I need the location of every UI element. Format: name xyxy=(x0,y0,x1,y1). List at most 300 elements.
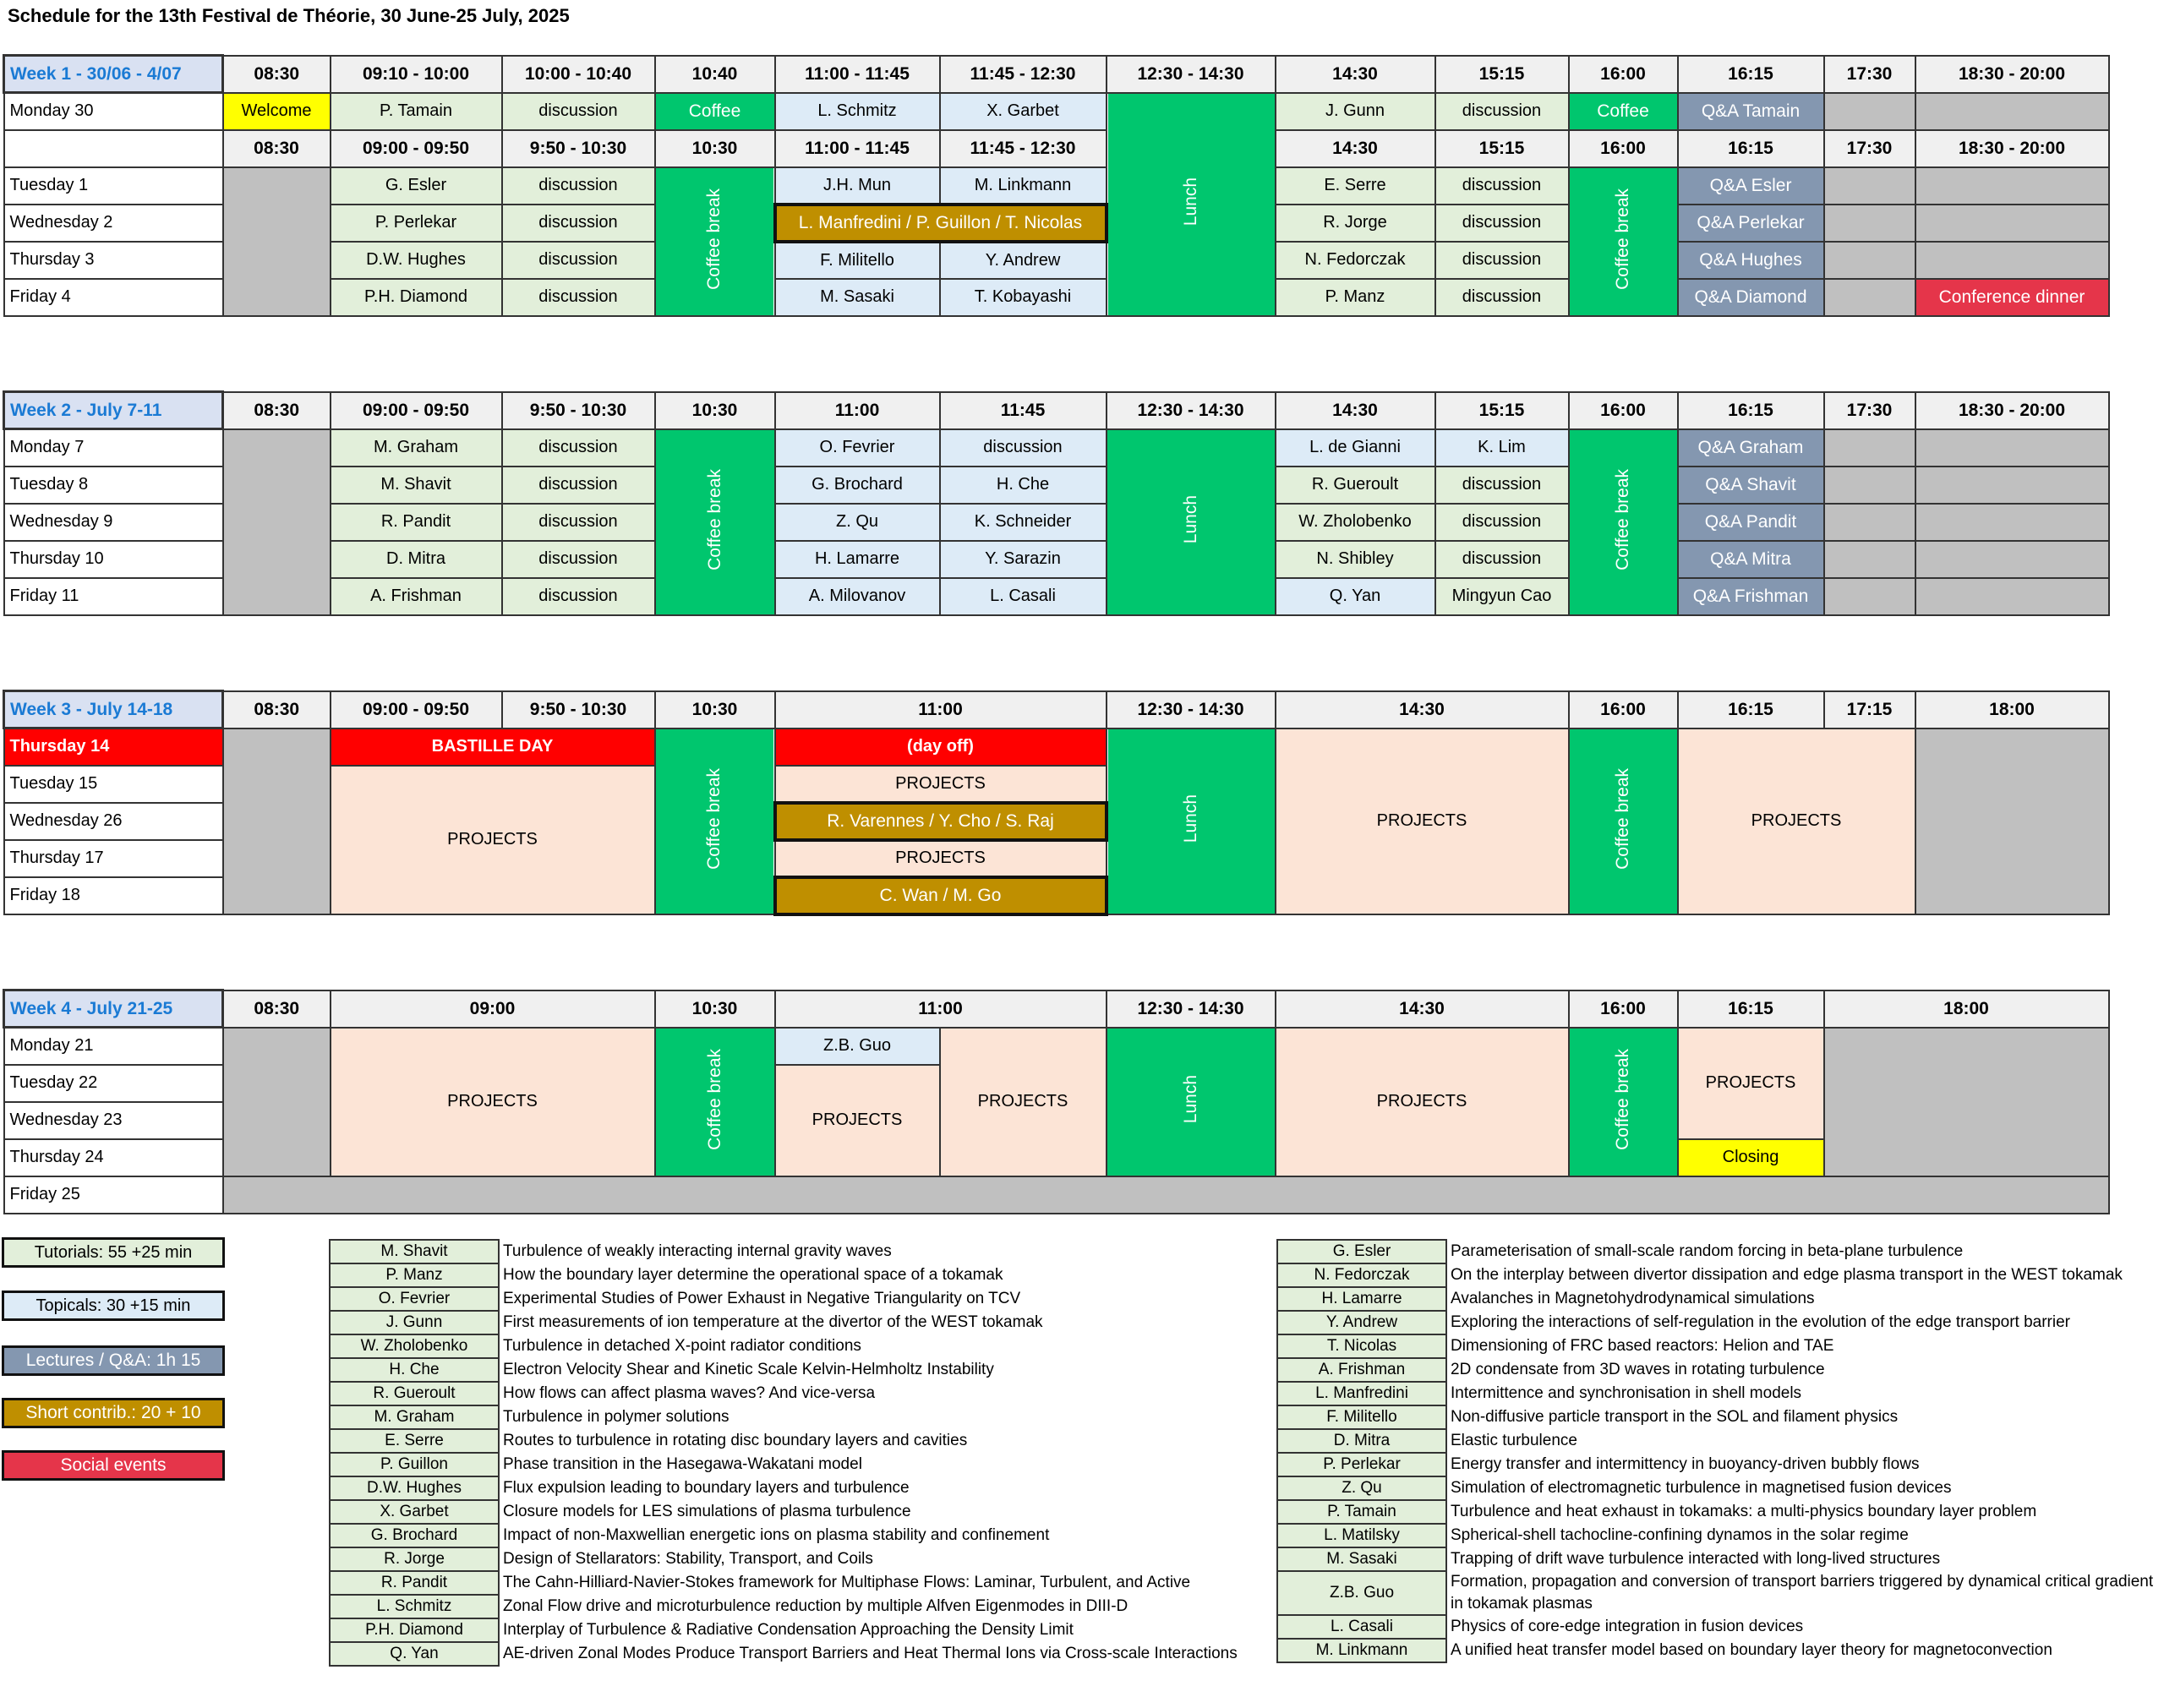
coffee-break-cell xyxy=(1569,167,1678,316)
tutorial-cell: P.H. Diamond xyxy=(331,279,502,316)
tutorial-cell: J. Gunn xyxy=(1276,93,1435,130)
qa-cell: Q&A Diamond xyxy=(1678,279,1824,316)
coffee-break-cell xyxy=(655,429,775,615)
talk-title: Formation, propagation and conversion of transport barriers triggered by dynamical critical gradient in tokamak plasmas xyxy=(1446,1571,2164,1615)
speaker-name: L. Schmitz xyxy=(330,1595,499,1618)
table-row xyxy=(4,1176,2109,1214)
discussion-cell: discussion xyxy=(502,205,655,242)
time-header: 09:00 - 09:50 xyxy=(331,130,502,167)
talk-title: Simulation of electromagnetic turbulence in magnetised fusion devices xyxy=(1446,1476,2164,1500)
talk-row xyxy=(330,1287,1241,1311)
speaker-name: T. Nicolas xyxy=(1277,1334,1446,1358)
time-header: 12:30 - 14:30 xyxy=(1107,392,1276,429)
talk-title: Intermittence and synchronisation in shell models xyxy=(1446,1382,2164,1405)
week1-header-row-2 xyxy=(4,130,2109,167)
day-label: Wednesday 2 xyxy=(4,205,223,242)
topical-cell: A. Milovanov xyxy=(775,578,940,615)
qa-cell: Q&A Pandit xyxy=(1678,504,1824,541)
topical-cell: L. de Gianni xyxy=(1276,429,1435,467)
coffee-break-cell xyxy=(1569,728,1678,914)
time-header: 16:15 xyxy=(1678,56,1824,93)
talk-title: Zonal Flow drive and microturbulence reduction by multiple Alfven Eigenmodes in DIII-D xyxy=(499,1595,1241,1618)
discussion-cell: discussion xyxy=(1435,541,1569,578)
speaker-name: Y. Andrew xyxy=(1277,1311,1446,1334)
talk-title: Experimental Studies of Power Exhaust in Negative Triangularity on TCV xyxy=(499,1287,1241,1311)
speaker-name: Z.B. Guo xyxy=(1277,1571,1446,1615)
topical-cell: F. Militello xyxy=(775,242,940,279)
talk-title: Physics of core-edge integration in fusion devices xyxy=(1446,1615,2164,1639)
talk-row xyxy=(1277,1429,2164,1453)
day-label: Friday 25 xyxy=(4,1176,223,1214)
day-label: Monday 7 xyxy=(4,429,223,467)
talk-row xyxy=(330,1595,1241,1618)
time-header: 18:00 xyxy=(1915,691,2109,728)
talk-title: Design of Stellarators: Stability, Transport, and Coils xyxy=(499,1547,1241,1571)
discussion-cell: discussion xyxy=(502,467,655,504)
talk-title: Flux expulsion leading to boundary layers and turbulence xyxy=(499,1476,1241,1500)
coffee-break-cell xyxy=(655,167,775,316)
day-off-cell: (day off) xyxy=(775,728,1107,766)
topical-cell: Y. Andrew xyxy=(940,242,1107,279)
legend-lectures: Lectures / Q&A: 1h 15 xyxy=(2,1345,225,1376)
time-header: 16:15 xyxy=(1678,691,1824,728)
talk-title: 2D condensate from 3D waves in rotating turbulence xyxy=(1446,1358,2164,1382)
speaker-name: M. Shavit xyxy=(330,1240,499,1263)
tutorial-cell: W. Zholobenko xyxy=(1276,504,1435,541)
day-label: Wednesday 26 xyxy=(4,803,223,840)
time-header: 09:00 - 09:50 xyxy=(331,691,502,728)
empty-cell xyxy=(1824,167,1915,205)
tutorial-cell: N. Shibley xyxy=(1276,541,1435,578)
week1-table xyxy=(3,54,2110,317)
projects-cell: PROJECTS xyxy=(1276,728,1569,914)
coffee-cell: Coffee xyxy=(655,93,775,130)
talk-title: Impact of non-Maxwellian energetic ions on plasma stability and confinement xyxy=(499,1524,1241,1547)
coffee-break-cell xyxy=(1569,429,1678,615)
time-header: 16:00 xyxy=(1569,392,1678,429)
discussion-cell: discussion xyxy=(502,504,655,541)
time-header: 10:30 xyxy=(655,990,775,1028)
conference-dinner-cell: Conference dinner xyxy=(1915,279,2109,316)
time-header: 17:30 xyxy=(1824,392,1915,429)
coffee-break-cell xyxy=(1569,1028,1678,1176)
speaker-name: M. Linkmann xyxy=(1277,1639,1446,1662)
topical-cell: L. Casali xyxy=(940,578,1107,615)
topical-cell: M. Linkmann xyxy=(940,167,1107,205)
talk-row xyxy=(1277,1500,2164,1524)
time-header: 9:50 - 10:30 xyxy=(502,691,655,728)
talk-row xyxy=(330,1311,1241,1334)
time-header: 08:30 xyxy=(223,392,331,429)
topical-cell: Q. Yan xyxy=(1276,578,1435,615)
talk-row xyxy=(1277,1453,2164,1476)
discussion-cell: discussion xyxy=(502,242,655,279)
speaker-name: Q. Yan xyxy=(330,1642,499,1666)
speaker-name: P. Guillon xyxy=(330,1453,499,1476)
time-header: 14:30 xyxy=(1276,56,1435,93)
discussion-cell: discussion xyxy=(502,578,655,615)
coffee-break-label: Coffee break xyxy=(704,767,724,870)
coffee-break-cell xyxy=(655,728,775,914)
day-label: Monday 30 xyxy=(4,93,223,130)
projects-cell: PROJECTS xyxy=(331,1028,655,1176)
day-label: Tuesday 22 xyxy=(4,1065,223,1102)
coffee-break-label: Coffee break xyxy=(704,468,724,570)
talk-title: Exploring the interactions of self-regulation in the evolution of the edge transport barrier xyxy=(1446,1311,2164,1334)
time-header: 11:45 - 12:30 xyxy=(940,130,1107,167)
time-header: 09:10 - 10:00 xyxy=(331,56,502,93)
welcome-cell: Welcome xyxy=(223,93,331,130)
lunch-label: Lunch xyxy=(1181,177,1200,226)
discussion-cell: discussion xyxy=(502,279,655,316)
qa-cell: Q&A Mitra xyxy=(1678,541,1824,578)
empty-cell xyxy=(1824,578,1915,615)
speaker-name: L. Manfredini xyxy=(1277,1382,1446,1405)
coffee-break-label: Coffee break xyxy=(1613,468,1632,570)
lunch-cell xyxy=(1107,93,1276,316)
coffee-cell: Coffee xyxy=(1569,93,1678,130)
time-header: 14:30 xyxy=(1276,990,1569,1028)
empty-cell xyxy=(1915,242,2109,279)
time-header: 14:30 xyxy=(1276,130,1435,167)
empty-cell xyxy=(1915,728,2109,914)
speaker-name: L. Casali xyxy=(1277,1615,1446,1639)
speaker-name: P.H. Diamond xyxy=(330,1618,499,1642)
time-header: 12:30 - 14:30 xyxy=(1107,56,1276,93)
table-row xyxy=(4,728,2109,766)
talk-title: Turbulence in polymer solutions xyxy=(499,1405,1241,1429)
topical-cell: X. Garbet xyxy=(940,93,1107,130)
topical-cell: Y. Sarazin xyxy=(940,541,1107,578)
topical-cell: H. Che xyxy=(940,467,1107,504)
day-label: Friday 11 xyxy=(4,578,223,615)
speaker-name: W. Zholobenko xyxy=(330,1334,499,1358)
projects-cell: PROJECTS xyxy=(1678,1028,1824,1139)
week2-table xyxy=(3,390,2110,616)
discussion-cell: discussion xyxy=(502,429,655,467)
empty-cell xyxy=(1824,93,1915,130)
speaker-name: Z. Qu xyxy=(1277,1476,1446,1500)
talk-row xyxy=(330,1429,1241,1453)
tutorial-cell: R. Gueroult xyxy=(1276,467,1435,504)
talk-title: How flows can affect plasma waves? And vice-versa xyxy=(499,1382,1241,1405)
tutorial-cell: Mingyun Cao xyxy=(1435,578,1569,615)
time-header: 18:30 - 20:00 xyxy=(1915,130,2109,167)
discussion-cell: discussion xyxy=(1435,93,1569,130)
topical-cell: Z. Qu xyxy=(775,504,940,541)
discussion-cell: discussion xyxy=(1435,242,1569,279)
time-header: 08:30 xyxy=(223,990,331,1028)
talk-row xyxy=(330,1405,1241,1429)
legend-social-events: Social events xyxy=(2,1450,225,1481)
week3-table xyxy=(3,690,2110,916)
talk-row xyxy=(1277,1287,2164,1311)
talk-list-left xyxy=(329,1239,1241,1667)
time-header: 16:00 xyxy=(1569,56,1678,93)
talk-row xyxy=(330,1618,1241,1642)
tutorial-cell: D. Mitra xyxy=(331,541,502,578)
table-row xyxy=(4,167,2109,205)
time-header: 9:50 - 10:30 xyxy=(502,392,655,429)
talk-title: Parameterisation of small-scale random forcing in beta-plane turbulence xyxy=(1446,1240,2164,1263)
table-row xyxy=(4,429,2109,467)
time-header: 16:00 xyxy=(1569,990,1678,1028)
speaker-name: D. Mitra xyxy=(1277,1429,1446,1453)
discussion-cell: discussion xyxy=(1435,279,1569,316)
projects-cell: PROJECTS xyxy=(775,766,1107,803)
talk-row xyxy=(330,1642,1241,1666)
talk-row xyxy=(1277,1476,2164,1500)
blank-cell xyxy=(4,130,223,167)
projects-cell: PROJECTS xyxy=(940,1028,1107,1176)
week3-header-row xyxy=(4,691,2109,728)
legend-tutorials: Tutorials: 55 +25 min xyxy=(2,1237,225,1268)
time-header: 16:15 xyxy=(1678,990,1824,1028)
discussion-cell: discussion xyxy=(502,93,655,130)
time-header: 16:15 xyxy=(1678,130,1824,167)
speaker-name: R. Pandit xyxy=(330,1571,499,1595)
speaker-name: H. Che xyxy=(330,1358,499,1382)
qa-cell: Q&A Hughes xyxy=(1678,242,1824,279)
talk-row xyxy=(330,1240,1241,1263)
week-label: Week 1 - 30/06 - 4/07 xyxy=(4,56,223,93)
speaker-name: L. Matilsky xyxy=(1277,1524,1446,1547)
time-header: 10:00 - 10:40 xyxy=(502,56,655,93)
speaker-name: G. Brochard xyxy=(330,1524,499,1547)
time-header: 08:30 xyxy=(223,130,331,167)
day-label: Monday 21 xyxy=(4,1028,223,1065)
page-title: Schedule for the 13th Festival de Théorie, 30 June-25 July, 2025 xyxy=(8,5,570,26)
talk-title: First measurements of ion temperature at the divertor of the WEST tokamak xyxy=(499,1311,1241,1334)
time-header: 12:30 - 14:30 xyxy=(1107,990,1276,1028)
speaker-name: H. Lamarre xyxy=(1277,1287,1446,1311)
tutorial-cell: R. Pandit xyxy=(331,504,502,541)
time-header: 12:30 - 14:30 xyxy=(1107,691,1276,728)
qa-cell: Q&A Frishman xyxy=(1678,578,1824,615)
talk-row xyxy=(1277,1358,2164,1382)
qa-cell: Q&A Esler xyxy=(1678,167,1824,205)
speaker-name: M. Graham xyxy=(330,1405,499,1429)
projects-cell: PROJECTS xyxy=(775,840,1107,877)
talk-row xyxy=(330,1263,1241,1287)
discussion-cell: discussion xyxy=(502,541,655,578)
speaker-name: R. Gueroult xyxy=(330,1382,499,1405)
coffee-break-label: Coffee break xyxy=(704,188,724,290)
speaker-name: R. Jorge xyxy=(330,1547,499,1571)
talk-title: A unified heat transfer model based on boundary layer theory for magnetoconvection xyxy=(1446,1639,2164,1662)
time-header: 14:30 xyxy=(1276,691,1569,728)
projects-cell: PROJECTS xyxy=(331,766,655,914)
qa-cell: Q&A Tamain xyxy=(1678,93,1824,130)
talk-row xyxy=(1277,1382,2164,1405)
speaker-name: M. Sasaki xyxy=(1277,1547,1446,1571)
tutorial-cell: A. Frishman xyxy=(331,578,502,615)
topical-cell: K. Schneider xyxy=(940,504,1107,541)
coffee-break-label: Coffee break xyxy=(704,1048,724,1150)
time-header: 09:00 - 09:50 xyxy=(331,392,502,429)
topical-cell: H. Lamarre xyxy=(775,541,940,578)
qa-cell: Q&A Shavit xyxy=(1678,467,1824,504)
time-header: 11:00 - 11:45 xyxy=(775,56,940,93)
empty-cell xyxy=(223,1176,2109,1214)
empty-cell xyxy=(1915,429,2109,467)
time-header: 16:00 xyxy=(1569,691,1678,728)
lunch-label: Lunch xyxy=(1181,794,1200,843)
talk-title: Routes to turbulence in rotating disc boundary layers and cavities xyxy=(499,1429,1241,1453)
topical-cell: G. Brochard xyxy=(775,467,940,504)
time-header: 18:30 - 20:00 xyxy=(1915,56,2109,93)
speaker-name: F. Militello xyxy=(1277,1405,1446,1429)
projects-cell: PROJECTS xyxy=(1678,728,1915,914)
qa-cell: Q&A Graham xyxy=(1678,429,1824,467)
time-header: 18:30 - 20:00 xyxy=(1915,392,2109,429)
topical-cell: discussion xyxy=(940,429,1107,467)
talk-row xyxy=(330,1524,1241,1547)
talk-row xyxy=(1277,1547,2164,1571)
day-label: Wednesday 23 xyxy=(4,1102,223,1139)
empty-cell xyxy=(223,167,331,316)
week-label: Week 4 - July 21-25 xyxy=(4,990,223,1028)
week1-header-row xyxy=(4,56,2109,93)
time-header: 11:45 - 12:30 xyxy=(940,56,1107,93)
speaker-name: P. Perlekar xyxy=(1277,1453,1446,1476)
talk-title: Phase transition in the Hasegawa-Wakatani model xyxy=(499,1453,1241,1476)
talk-row xyxy=(1277,1639,2164,1662)
short-contrib-cell: L. Manfredini / P. Guillon / T. Nicolas xyxy=(775,205,1107,242)
talk-row xyxy=(1277,1615,2164,1639)
tutorial-cell: E. Serre xyxy=(1276,167,1435,205)
speaker-name: E. Serre xyxy=(330,1429,499,1453)
empty-cell xyxy=(1824,429,1915,467)
talk-title: How the boundary layer determine the operational space of a tokamak xyxy=(499,1263,1241,1287)
talk-row xyxy=(330,1571,1241,1595)
talk-row xyxy=(1277,1405,2164,1429)
day-label: Thursday 17 xyxy=(4,840,223,877)
week4-header-row xyxy=(4,990,2109,1028)
day-label: Friday 18 xyxy=(4,877,223,914)
discussion-cell: discussion xyxy=(1435,504,1569,541)
empty-cell xyxy=(1915,541,2109,578)
time-header: 10:30 xyxy=(655,691,775,728)
lunch-cell xyxy=(1107,1028,1276,1176)
time-header: 11:00 xyxy=(775,392,940,429)
empty-cell xyxy=(223,1028,331,1176)
lunch-cell xyxy=(1107,429,1276,615)
tutorial-cell: G. Esler xyxy=(331,167,502,205)
lunch-cell xyxy=(1107,728,1276,914)
week-label: Week 2 - July 7-11 xyxy=(4,392,223,429)
talk-title: Dimensioning of FRC based reactors: Helion and TAE xyxy=(1446,1334,2164,1358)
speaker-name: O. Fevrier xyxy=(330,1287,499,1311)
topical-cell: M. Sasaki xyxy=(775,279,940,316)
discussion-cell: discussion xyxy=(1435,205,1569,242)
talk-title: Electron Velocity Shear and Kinetic Scale Kelvin-Helmholtz Instability xyxy=(499,1358,1241,1382)
tutorial-cell: P. Manz xyxy=(1276,279,1435,316)
talk-row xyxy=(1277,1334,2164,1358)
time-header: 10:40 xyxy=(655,56,775,93)
tutorial-cell: D.W. Hughes xyxy=(331,242,502,279)
table-row xyxy=(4,93,2109,130)
empty-cell xyxy=(1915,578,2109,615)
tutorial-cell: M. Graham xyxy=(331,429,502,467)
time-header: 08:30 xyxy=(223,691,331,728)
empty-cell xyxy=(1915,504,2109,541)
discussion-cell: discussion xyxy=(1435,467,1569,504)
time-header: 16:00 xyxy=(1569,130,1678,167)
empty-cell xyxy=(1915,467,2109,504)
day-label: Thursday 3 xyxy=(4,242,223,279)
tutorial-cell: P. Perlekar xyxy=(331,205,502,242)
empty-cell xyxy=(1824,504,1915,541)
talk-row xyxy=(330,1334,1241,1358)
speaker-name: P. Manz xyxy=(330,1263,499,1287)
discussion-cell: discussion xyxy=(502,167,655,205)
time-header: 11:00 xyxy=(775,990,1107,1028)
time-header: 17:15 xyxy=(1824,691,1915,728)
topical-cell: J.H. Mun xyxy=(775,167,940,205)
empty-cell xyxy=(1824,279,1915,316)
talk-title: Spherical-shell tachocline-confining dynamos in the solar regime xyxy=(1446,1524,2164,1547)
topical-cell: L. Schmitz xyxy=(775,93,940,130)
topical-cell: K. Lim xyxy=(1435,429,1569,467)
topical-cell: O. Fevrier xyxy=(775,429,940,467)
day-label: Tuesday 1 xyxy=(4,167,223,205)
time-header: 09:00 xyxy=(331,990,655,1028)
empty-cell xyxy=(223,429,331,615)
tutorial-cell: P. Tamain xyxy=(331,93,502,130)
time-header: 14:30 xyxy=(1276,392,1435,429)
empty-cell xyxy=(1915,167,2109,205)
talk-row xyxy=(330,1547,1241,1571)
time-header: 16:15 xyxy=(1678,392,1824,429)
week2-header-row xyxy=(4,392,2109,429)
empty-cell xyxy=(1824,541,1915,578)
coffee-break-cell xyxy=(655,1028,775,1176)
talk-title: On the interplay between divertor dissipation and edge plasma transport in the WEST tokamak xyxy=(1446,1263,2164,1287)
speaker-name: N. Fedorczak xyxy=(1277,1263,1446,1287)
empty-cell xyxy=(1915,93,2109,130)
time-header: 08:30 xyxy=(223,56,331,93)
time-header: 11:00 xyxy=(775,691,1107,728)
talk-row xyxy=(330,1500,1241,1524)
talk-title: Turbulence in detached X-point radiator conditions xyxy=(499,1334,1241,1358)
talk-list-right xyxy=(1276,1239,2164,1663)
coffee-break-label: Coffee break xyxy=(1613,188,1632,290)
speaker-name: X. Garbet xyxy=(330,1500,499,1524)
talk-row xyxy=(330,1382,1241,1405)
talk-row xyxy=(330,1453,1241,1476)
time-header: 11:00 - 11:45 xyxy=(775,130,940,167)
projects-cell: PROJECTS xyxy=(775,1065,940,1176)
closing-cell: Closing xyxy=(1678,1139,1824,1176)
speaker-name: A. Frishman xyxy=(1277,1358,1446,1382)
legend-topicals: Topicals: 30 +15 min xyxy=(2,1291,225,1321)
time-header: 17:30 xyxy=(1824,56,1915,93)
talk-row xyxy=(1277,1263,2164,1287)
day-label: Thursday 14 xyxy=(4,728,223,766)
talk-title: Non-diffusive particle transport in the SOL and filament physics xyxy=(1446,1405,2164,1429)
topical-cell: T. Kobayashi xyxy=(940,279,1107,316)
talk-title: Closure models for LES simulations of plasma turbulence xyxy=(499,1500,1241,1524)
time-header: 9:50 - 10:30 xyxy=(502,130,655,167)
time-header: 15:15 xyxy=(1435,56,1569,93)
coffee-break-label: Coffee break xyxy=(1613,1048,1632,1150)
time-header: 18:00 xyxy=(1824,990,2109,1028)
speaker-name: P. Tamain xyxy=(1277,1500,1446,1524)
talk-title: Turbulence of weakly interacting internal gravity waves xyxy=(499,1240,1241,1263)
time-header: 17:30 xyxy=(1824,130,1915,167)
talk-title: Interplay of Turbulence & Radiative Condensation Approaching the Density Limit xyxy=(499,1618,1241,1642)
